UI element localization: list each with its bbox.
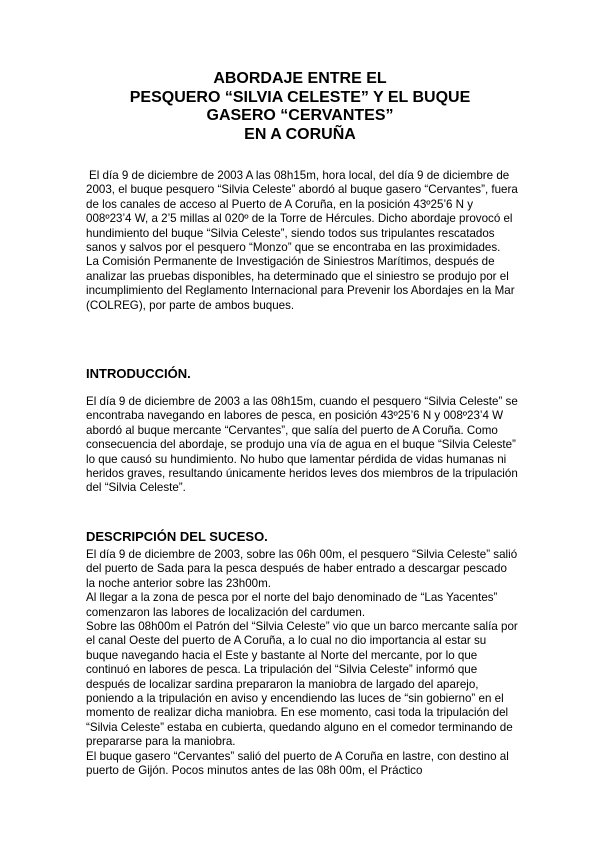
document-title <box>60 70 540 144</box>
intro-section <box>86 395 518 496</box>
description-paragraph: Al llegar a la zona de pesca por el norte del bajo denominado de “Las Yacentes” comenzaron las labores de localización del cardumen. <box>86 591 498 619</box>
description-paragraph: El día 9 de diciembre de 2003, sobre las 06h 00m, el pesquero “Silvia Celeste” salió del puerto de Sada para la pesca después de haber entrado a descargar pescado la noche anterior sobre las 23h00m. <box>86 548 518 590</box>
title-line: GASERO “CERVANTES” <box>206 107 394 124</box>
section-heading-descripcion: DESCRIPCIÓN DEL SUCESO. <box>86 529 268 544</box>
description-section <box>86 548 518 779</box>
summary-section <box>86 169 518 313</box>
summary-paragraph: El día 9 de diciembre de 2003 A las 08h15m, hora local, del día 9 de diciembre de 2003, el buque pesquero “Silvia Celeste” abordó al buque gasero “Cervantes”, fuera de los canales de acceso al Puerto de A Coruña, en la posición 43º25’6 N y 008º23’4 W, a 2’5 millas al 020º de la Torre de Hércules. Dicho abordaje provocó el hundimiento del buque “Silvia Celeste”, siendo todos sus tripulantes rescatados sanos y salvos por el pesquero “Monzo” que se encontraba en las proximidades. <box>86 169 518 255</box>
intro-paragraph: El día 9 de diciembre de 2003 a las 08h15m, cuando el pesquero “Silvia Celeste” se encontraba navegando en labores de pesca, en posición 43º25’6 N y 008º23’4 W abordó al buque mercante “Cervantes”, que salía del puerto de A Coruña. Como consecuencia del abordaje, se produjo una vía de agua en el buque “Silvia Celeste” lo que causó su hundimiento. No hubo que lamentar pérdida de vidas humanas ni heridos graves, resultando únicamente heridos leves dos miembros de la tripulación del “Silvia Celeste”. <box>86 395 518 495</box>
title-line: EN A CORUÑA <box>244 125 356 143</box>
title-line: ABORDAJE ENTRE EL <box>213 70 387 87</box>
description-paragraph: El buque gasero “Cervantes” salió del puerto de A Coruña en lastre, con destino al puerto de Gijón. Pocos minutos antes de las 08h 00m, el Práctico <box>86 749 509 778</box>
section-heading-introduccion: INTRODUCCIÓN. <box>86 366 191 381</box>
title-line: PESQUERO “SILVIA CELESTE” Y EL BUQUE <box>129 88 471 106</box>
summary-paragraph: La Comisión Permanente de Investigación de Siniestros Marítimos, después de analizar las pruebas disponibles, ha determinado que el siniestro se produjo por el incumplimiento del Reglamento Internacional para Prevenir los Abordajes en la Mar (COLREG), por parte de ambos buques. <box>86 255 515 312</box>
description-paragraph: Sobre las 08h00m el Patrón del “Silvia Celeste” vio que un barco mercante salía por el canal Oeste del puerto de A Coruña, a lo cual no dio importancia al estar su buque navegando hacia el Este y bastante al Norte del mercante, por lo que continuó en labores de pesca. La tripulación del “Silvia Celeste” informó que después de localizar sardina prepararon la maniobra de largado del aparejo, poniendo a la tripulación en aviso y encendiendo las luces de “sin gobierno” en el momento de realizar dicha maniobra. En ese momento, casi toda la tripulación del “Silvia Celeste” estaba en cubierta, quedando alguno en el comedor terminando de prepararse para la maniobra. <box>86 620 518 749</box>
